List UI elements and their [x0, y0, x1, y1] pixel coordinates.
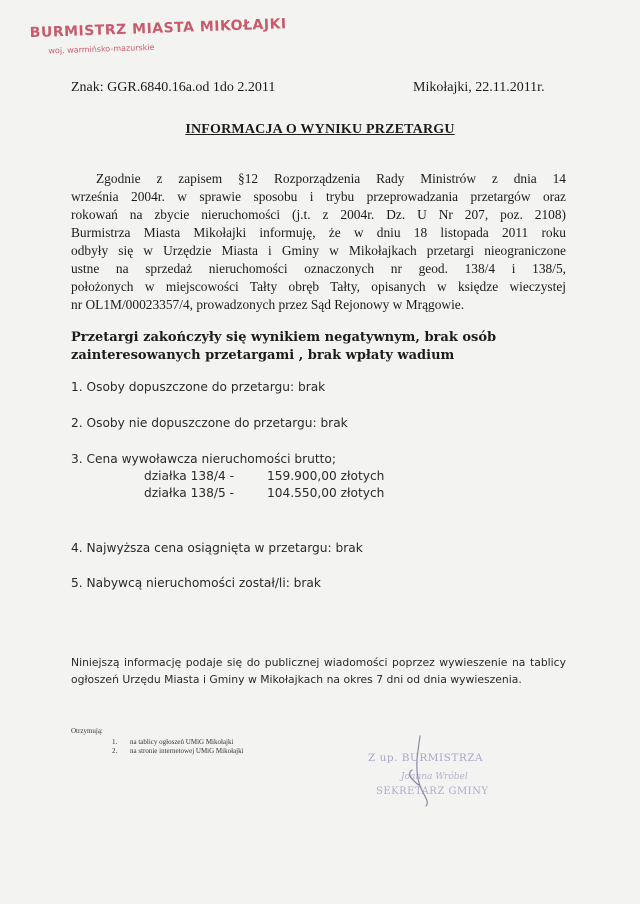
mayor-office-stamp	[29, 16, 287, 56]
plot-label: działka 138/4 -	[144, 469, 235, 483]
body-line: ustne na sprzedaż nieruchomości oznaczonych nr geod. 138/4 i 138/5,	[71, 261, 566, 276]
body-paragraph	[71, 170, 566, 314]
recipient-item	[112, 738, 234, 746]
result-line: zainteresowanych przetargami , brak wpłaty wadium	[71, 348, 455, 363]
result-line: Przetargi zakończyły się wynikiem negatywnym, brak osób	[71, 330, 497, 345]
recipients-title: Otrzymują:	[71, 727, 103, 735]
body-line: rokowań na zbycie nieruchomości (j.t. z 2004r. Dz. U Nr 207, poz. 2108)	[71, 207, 566, 222]
recipient-text: na stronie internetowej UMiG Mikołajki	[130, 747, 244, 755]
item-admitted: 1. Osoby dopuszczone do przetargu: brak	[71, 380, 326, 394]
item-not-admitted: 2. Osoby nie dopuszczone do przetargu: brak	[71, 416, 348, 430]
signatory-role: SEKRETARZ GMINY	[376, 786, 489, 797]
body-line: położonych w miejscowości Tałty obręb Tałty, opisanych w księdze wieczystej	[71, 279, 566, 294]
item-buyer: 5. Nabywcą nieruchomości został/li: brak	[71, 576, 321, 590]
plot-label: działka 138/5 -	[144, 486, 235, 500]
body-line: nr OL1M/00023357/4, prowadzonych przez Sąd Rejonowy w Mrągowie.	[71, 297, 465, 312]
body-line: Zgodnie z zapisem §12 Rozporządzenia Rady Ministrów z dnia 14	[96, 171, 566, 186]
recipient-item	[112, 747, 244, 755]
signature-stamp-authority: Z up. BURMISTRZA	[368, 752, 484, 764]
plot-value: 159.900,00 złotych	[267, 469, 385, 483]
recipient-text: na tablicy ogłoszeń UMiG Mikołajki	[130, 738, 234, 746]
plot-price-row	[144, 469, 385, 483]
body-line: Burmistrza Miasta Mikołajki informuję, że w dniu 18 listopada 2011 roku	[71, 225, 566, 240]
plot-value: 104.550,00 złotych	[267, 486, 385, 500]
recipient-number: 1.	[112, 738, 118, 746]
handwritten-signature	[398, 734, 448, 809]
body-line: odbyły się w Urzędzie Miasta i Gminy w Mikołajkach przetargi nieograniczone	[71, 243, 566, 258]
result-statement	[71, 329, 566, 365]
place-and-date: Mikołajki, 22.11.2011r.	[413, 80, 545, 95]
item-highest-price: 4. Najwyższa cena osiągnięta w przetargu: brak	[71, 541, 363, 555]
item-price-header: 3. Cena wywoławcza nieruchomości brutto;	[71, 452, 336, 466]
notice-line: Niniejszą informację podaje się do publicznej wiadomości poprzez wywieszenie na tablicy	[71, 656, 566, 669]
reference-number: Znak: GGR.6840.16a.od 1do 2.2011	[71, 80, 276, 95]
publication-notice	[71, 654, 566, 688]
notice-line: ogłoszeń Urzędu Miasta i Gminy w Mikołajkach na okres 7 dni od dnia wywieszenia.	[71, 673, 522, 686]
stamp-region: woj. warmińsko-mazurskie	[48, 42, 155, 56]
body-line: września 2004r. w sprawie sposobu i trybu przeprowadzania przetargów oraz	[71, 189, 566, 204]
stamp-title: BURMISTRZ MIASTA MIKOŁAJKI	[29, 16, 287, 42]
recipient-number: 2.	[112, 747, 118, 755]
signatory-name: Joanna Wróbel	[401, 772, 468, 782]
document-title: INFORMACJA O WYNIKU PRZETARGU	[185, 122, 455, 137]
plot-price-row	[144, 486, 385, 500]
